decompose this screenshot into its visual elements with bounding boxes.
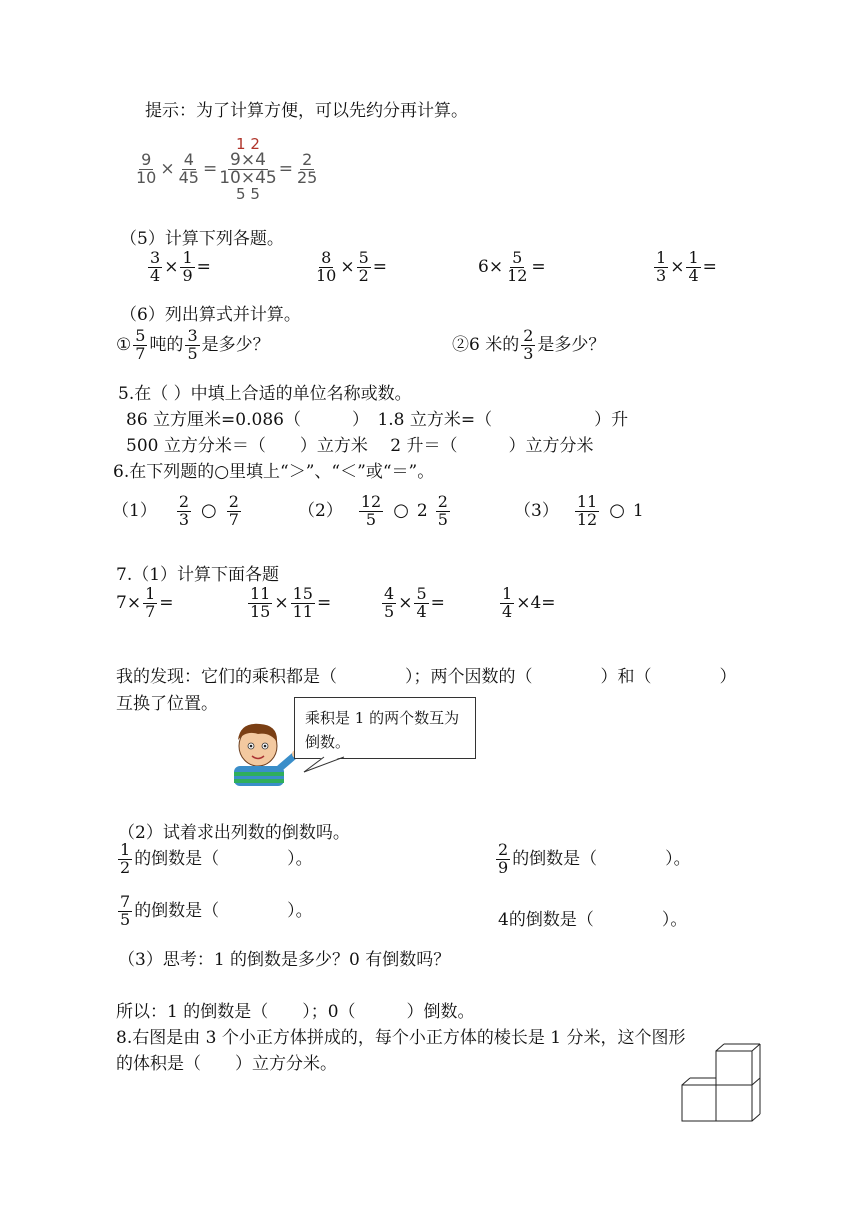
q6-item-2: ②6 米的 $\frac{2}{3}$ 是多少？ bbox=[452, 326, 606, 363]
q5-item-1: $\frac{3}{4}$ × $\frac{1}{9}$ = bbox=[150, 248, 211, 285]
s7-item-3: $\frac{4}{5}$ × $\frac{5}{4}$ = bbox=[384, 584, 445, 621]
conclusion: 所以：1 的倒数是（ ）；0（ ）倒数。 bbox=[116, 1002, 475, 1022]
q5-item-2: $\frac{8}{10}$ × $\frac{5}{2}$ = bbox=[316, 248, 388, 285]
bubble-tail bbox=[300, 756, 350, 776]
finding-line-2: 互换了位置。 bbox=[116, 694, 218, 714]
hint-text: 提示：为了计算方便，可以先约分再计算。 bbox=[145, 101, 468, 121]
finding-line-1: 我的发现：它们的乘积都是（ ）；两个因数的（ ）和（ ） bbox=[116, 667, 737, 687]
speech-bubble: 乘积是 1 的两个数互为倒数。 bbox=[294, 697, 476, 759]
s8-line-2: 的体积是（ ）立方分米。 bbox=[116, 1054, 337, 1074]
q5-item-4: $\frac{1}{3}$ × $\frac{1}{4}$ = bbox=[656, 248, 717, 285]
q5-item-3: 6× $\frac{5}{12}$ = bbox=[478, 248, 546, 285]
s5-line-1: 86 立方厘米=0.086（ ） 1.8 立方米=（ ）升 bbox=[126, 410, 629, 430]
s5-line-2: 500 立方分米＝（ ）立方米 2 升＝（ ）立方分米 bbox=[126, 436, 594, 456]
s7-item-4: $\frac{1}{4}$ ×4= bbox=[502, 584, 556, 621]
reciprocal-4: 4的倒数是（ ）。 bbox=[498, 910, 688, 930]
s5-heading: 5.在（ ）中填上合适的单位名称或数。 bbox=[118, 384, 412, 404]
cube-figure bbox=[680, 1043, 764, 1125]
boy-illustration bbox=[222, 716, 302, 786]
part2-heading: （2）试着求出列数的倒数吗。 bbox=[118, 823, 350, 843]
s6-item-3: （3） $\frac{11}{12}$ ○ 1 bbox=[514, 492, 644, 529]
compare-circle: ○ bbox=[393, 499, 409, 521]
reciprocal-3: $\frac{7}{5}$ 的倒数是（ ）。 bbox=[120, 892, 313, 929]
s7-heading: 7.（1）计算下面各题 bbox=[116, 565, 280, 585]
reciprocal-2: $\frac{2}{9}$ 的倒数是（ ）。 bbox=[498, 840, 691, 877]
s7-item-2: $\frac{11}{15}$ × $\frac{15}{11}$ = bbox=[250, 584, 332, 621]
q6-heading: （6）列出算式并计算。 bbox=[120, 305, 301, 325]
s6-item-2: （2） $\frac{12}{5}$ ○ 2 $\frac{2}{5}$ bbox=[298, 492, 448, 529]
fraction: $\frac{9}{10}$ bbox=[136, 149, 157, 187]
s6-heading: 6.在下列题的○里填上“＞”、“＜”或“＝”。 bbox=[113, 462, 435, 482]
compare-circle: ○ bbox=[201, 499, 217, 521]
s7-item-1: 7× $\frac{1}{7}$ = bbox=[116, 584, 174, 621]
compare-circle: ○ bbox=[609, 499, 625, 521]
hint-example: $\frac{9}{10}$ × $\frac{4}{45}$ = 1 2 9×4 10×45 5 5 = $\frac{2}{25}$ bbox=[136, 134, 318, 203]
cancel-fraction: 1 2 9×4 10×45 5 5 bbox=[219, 134, 277, 203]
q6-item-1: ① $\frac{5}{7}$ 吨的 $\frac{3}{5}$ 是多少？ bbox=[116, 326, 270, 363]
s8-line-1: 8.右图是由 3 个小正方体拼成的，每个小正方体的棱长是 1 分米，这个图形 bbox=[116, 1028, 686, 1048]
fraction: $\frac{4}{45}$ bbox=[178, 149, 199, 187]
q5-heading: （5）计算下列各题。 bbox=[120, 229, 284, 249]
s6-item-1: （1） $\frac{2}{3}$ ○ $\frac{2}{7}$ bbox=[112, 492, 239, 529]
part3-heading: （3）思考：1 的倒数是多少？0 有倒数吗？ bbox=[118, 950, 451, 970]
reciprocal-1: $\frac{1}{2}$ 的倒数是（ ）。 bbox=[120, 840, 313, 877]
fraction: $\frac{2}{25}$ bbox=[296, 149, 318, 187]
